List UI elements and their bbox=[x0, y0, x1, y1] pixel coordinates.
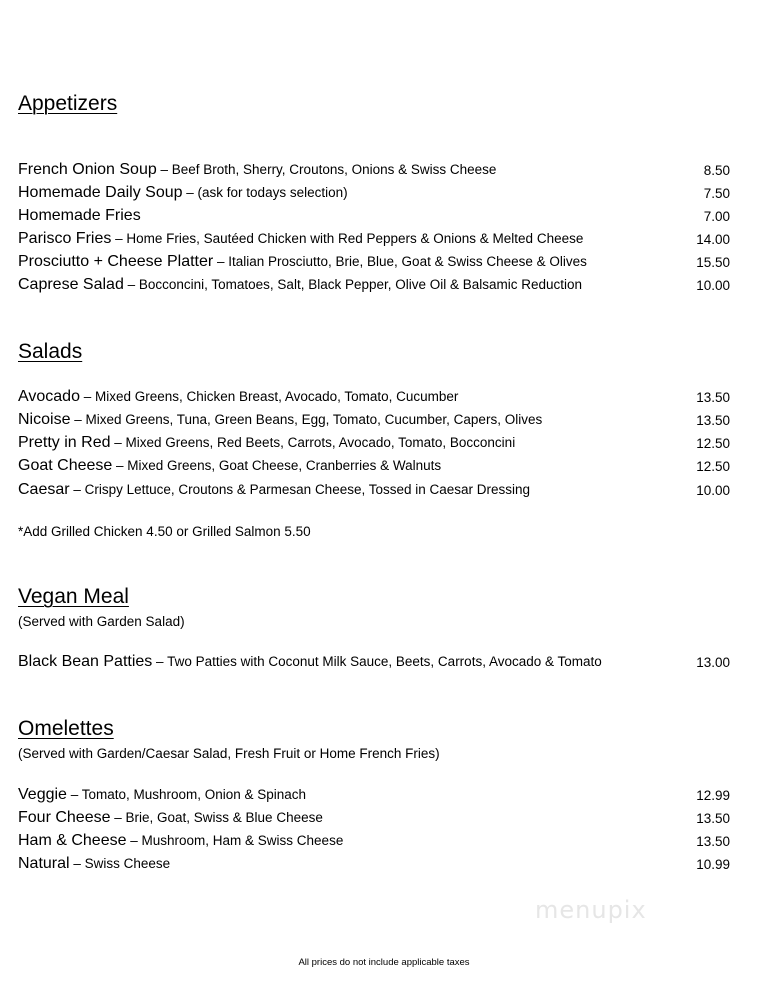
tax-disclaimer: All prices do not include applicable taxes bbox=[298, 957, 470, 968]
item-name: Avocado bbox=[18, 388, 80, 405]
menu-item bbox=[18, 388, 730, 410]
item-price: 12.50 bbox=[696, 459, 730, 474]
menu-item bbox=[18, 855, 730, 877]
menu-item bbox=[18, 230, 730, 252]
item-description: – Bocconcini, Tomatoes, Salt, Black Pepper, Olive Oil & Balsamic Reduction bbox=[123, 277, 583, 292]
item-price: 10.00 bbox=[696, 278, 730, 293]
item-price: 13.50 bbox=[696, 834, 730, 849]
menu-item bbox=[18, 457, 730, 479]
item-description: – Swiss Cheese bbox=[69, 856, 171, 871]
menu-item bbox=[18, 207, 730, 229]
item-name: Homemade Fries bbox=[18, 207, 141, 224]
item-price: 13.50 bbox=[696, 413, 730, 428]
section-title-omelettes: Omelettes bbox=[18, 717, 114, 740]
section-title-salads: Salads bbox=[18, 340, 83, 363]
item-price: 7.50 bbox=[703, 186, 730, 201]
menu-item bbox=[18, 184, 730, 206]
item-name: Caprese Salad bbox=[18, 276, 124, 293]
section-title-vegan-meal: Vegan Meal bbox=[18, 585, 129, 608]
item-description: – Mixed Greens, Chicken Breast, Avocado, Tomato, Cucumber bbox=[79, 389, 459, 404]
item-price: 12.99 bbox=[696, 788, 730, 803]
menupix-watermark: menupix bbox=[535, 896, 647, 924]
menu-item bbox=[18, 276, 730, 298]
item-price: 7.00 bbox=[703, 209, 730, 224]
item-name: French Onion Soup bbox=[18, 161, 157, 178]
menu-item bbox=[18, 253, 730, 275]
item-name: Nicoise bbox=[18, 411, 71, 428]
item-name: Parisco Fries bbox=[18, 230, 112, 247]
item-description: – Italian Prosciutto, Brie, Blue, Goat & Swiss Cheese & Olives bbox=[213, 254, 587, 269]
item-price: 10.99 bbox=[696, 857, 730, 872]
item-name: Goat Cheese bbox=[18, 457, 113, 474]
menu-item bbox=[18, 161, 730, 183]
menu-item bbox=[18, 653, 730, 675]
item-price: 14.00 bbox=[696, 232, 730, 247]
section-subtitle: (Served with Garden Salad) bbox=[18, 614, 185, 629]
section-title-appetizers: Appetizers bbox=[18, 92, 118, 115]
item-description: – Beef Broth, Sherry, Croutons, Onions & Swiss Cheese bbox=[156, 162, 497, 177]
menu-item bbox=[18, 481, 730, 503]
item-description: – Mixed Greens, Goat Cheese, Cranberries & Walnuts bbox=[112, 458, 442, 473]
item-name: Pretty in Red bbox=[18, 434, 111, 451]
item-name: Ham & Cheese bbox=[18, 832, 127, 849]
item-price: 13.50 bbox=[696, 390, 730, 405]
item-description: – Crispy Lettuce, Croutons & Parmesan Cheese, Tossed in Caesar Dressing bbox=[69, 482, 531, 497]
menu-item bbox=[18, 411, 730, 433]
menu-item bbox=[18, 786, 730, 808]
item-price: 15.50 bbox=[696, 255, 730, 270]
item-name: Homemade Daily Soup bbox=[18, 184, 183, 201]
section-subtitle: (Served with Garden/Caesar Salad, Fresh Fruit or Home French Fries) bbox=[18, 746, 440, 761]
item-price: 10.00 bbox=[696, 483, 730, 498]
item-description: – (ask for todays selection) bbox=[182, 185, 348, 200]
item-price: 12.50 bbox=[696, 436, 730, 451]
item-description: – Mixed Greens, Tuna, Green Beans, Egg, Tomato, Cucumber, Capers, Olives bbox=[70, 412, 543, 427]
item-name: Veggie bbox=[18, 786, 67, 803]
item-price: 13.00 bbox=[696, 655, 730, 670]
item-name: Caesar bbox=[18, 481, 70, 498]
menu-item bbox=[18, 434, 730, 456]
item-description: – Two Patties with Coconut Milk Sauce, Beets, Carrots, Avocado & Tomato bbox=[152, 654, 602, 669]
item-description: – Home Fries, Sautéed Chicken with Red Peppers & Onions & Melted Cheese bbox=[111, 231, 584, 246]
item-price: 13.50 bbox=[696, 811, 730, 826]
menu-item bbox=[18, 809, 730, 831]
item-name: Black Bean Patties bbox=[18, 653, 153, 670]
item-name: Natural bbox=[18, 855, 70, 872]
menu-item bbox=[18, 832, 730, 854]
item-description: – Mushroom, Ham & Swiss Cheese bbox=[126, 833, 344, 848]
item-price: 8.50 bbox=[703, 163, 730, 178]
item-description: – Tomato, Mushroom, Onion & Spinach bbox=[66, 787, 307, 802]
item-name: Prosciutto + Cheese Platter bbox=[18, 253, 214, 270]
item-description: – Mixed Greens, Red Beets, Carrots, Avocado, Tomato, Bocconcini bbox=[110, 435, 516, 450]
salad-addon-note: *Add Grilled Chicken 4.50 or Grilled Salmon 5.50 bbox=[18, 524, 311, 539]
item-name: Four Cheese bbox=[18, 809, 111, 826]
item-description: – Brie, Goat, Swiss & Blue Cheese bbox=[110, 810, 323, 825]
